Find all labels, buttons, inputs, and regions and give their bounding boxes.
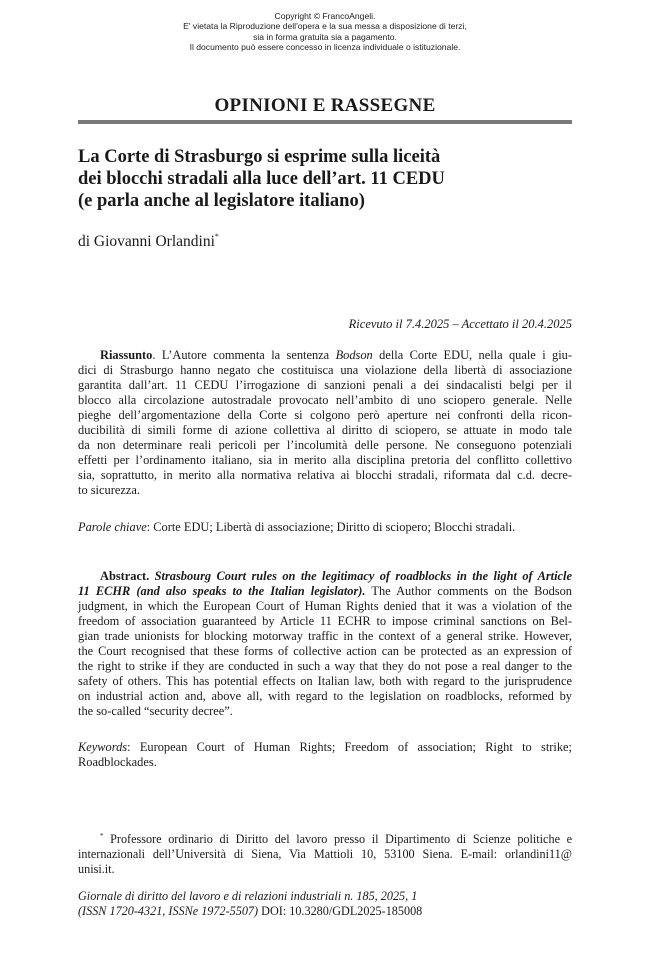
abstract-title: Strasbourg Court rules on the legitimacy of roadblocks in the light of Article bbox=[154, 569, 572, 583]
article-title bbox=[78, 146, 572, 212]
abstract-line: the right to strike if they are conducted in such a way that they do not pose a real danger to the bbox=[78, 659, 572, 673]
copyright-line: E' vietata la Riproduzione dell'opera e la sua messa a disposizione di terzi, bbox=[183, 21, 467, 32]
abstract-line: The Author comments on the Bodson bbox=[371, 584, 573, 598]
copyright-line: sia in forma gratuita sia a pagamento. bbox=[253, 31, 397, 42]
abstract-line: freedom of association guaranteed by Article 11 ECHR to impose criminal sanctions on Bel- bbox=[78, 614, 572, 628]
abstract-line: the Court recognised that these forms of collective action can be protected as an expression of bbox=[78, 644, 572, 658]
keywords-label: Keywords bbox=[78, 740, 128, 754]
keywords-text: : European Court of Human Rights; Freedom of association; Right to strike; bbox=[127, 740, 572, 754]
riassunto-line: ducibilità di simili forme di azione collettiva al diritto di sciopero, se attuate in modo tale bbox=[78, 423, 572, 437]
riassunto-line: to sicurezza. bbox=[78, 483, 140, 497]
riassunto-line: pieghe dell’argomentazione della Corte si colgono però aperture nei confronti della ricon- bbox=[78, 408, 572, 422]
footnote-mark: * bbox=[100, 832, 104, 840]
journal-issn: (ISSN 1720-4321, ISSNe 1972-5507) bbox=[78, 904, 259, 918]
abstract-paragraph bbox=[78, 569, 572, 719]
journal-citation bbox=[78, 889, 572, 919]
riassunto-line: dici di Strasburgo hanno negato che costituisca una violazione della libertà di associazione bbox=[78, 363, 572, 377]
copyright-line: Il documento può essere concesso in licenza individuale o istituzionale. bbox=[189, 42, 461, 53]
riassunto-line: da non determinare reali pericoli per l’incolumità delle persone. Ne conseguono potenziali bbox=[78, 438, 572, 452]
abstract-title: 11 ECHR (and also speaks to the Italian legislator). bbox=[78, 584, 366, 598]
copyright-notice bbox=[0, 11, 650, 53]
footnote-line: internazionali dell’Università di Siena, Via Mattioli 10, 53100 Siena. E-mail: orlandini11@ bbox=[78, 847, 572, 861]
riassunto-paragraph: Riassunto. L’Autore commenta la sentenza Bodson della Corte EDU, nella quale i giu- dici di Strasburgo hanno negato che costituisca una violazione della libertà di associazione garantita dall’art. 11 CEDU l’irrogazione di sanzioni penali a dei sindacalisti belgi per il blocco alla circolazione autostradale provocato nell’ambito di uno sciopero generale. Nelle pieghe dell’argomentazione della Corte si colgono però aperture nei confronti della ricon- ducibilità di simili forme di azione collettiva al diritto di sciopero, se attuate in modo tale da non determinare reali pericoli per l’incolumità delle persone. Ne conseguono potenziali effetti per l’ordinamento italiano, sia in merito alla disciplina pretoria del conflitto collettivo sia, soprattutto, in merito alla normativa relativa ai blocchi stradali, riformata dal c.d. decre- to sicurezza. bbox=[78, 348, 572, 497]
riassunto-line: effetti per l’ordinamento italiano, sia in merito alla disciplina pretoria del conflitto collettivo bbox=[78, 453, 572, 467]
journal-name: Giornale di diritto del lavoro e di relazioni industriali n. 185, 2025, 1 bbox=[78, 889, 418, 903]
keywords-text: Roadblockades. bbox=[78, 755, 157, 769]
article-title-line: (e parla anche al legislatore italiano) bbox=[78, 191, 365, 211]
parole-chiave bbox=[78, 520, 572, 535]
riassunto-line: garantita dall’art. 11 CEDU l’irrogazione di sanzioni penali a dei sindacalisti belgi per il bbox=[78, 378, 572, 392]
received-accepted-dates: Ricevuto il 7.4.2025 – Accettato il 20.4.2025 bbox=[348, 317, 572, 331]
article-title-line: dei blocchi stradali alla luce dell’art. 11 CEDU bbox=[78, 169, 445, 189]
author-name: di Giovanni Orlandini bbox=[78, 233, 215, 250]
section-divider bbox=[78, 120, 572, 124]
footnote-line: Professore ordinario di Diritto del lavoro presso il Dipartimento di Scienze politiche e bbox=[110, 832, 573, 846]
parole-chiave-label: Parole chiave bbox=[78, 520, 147, 534]
abstract-line: gian trade unionists for blocking motorway traffic in the context of a general strike. However, bbox=[78, 629, 572, 643]
footnote-line: unisi.it. bbox=[78, 862, 115, 876]
riassunto-line: blocco alla circolazione autostradale provocato nell’ambito di uno sciopero generale. Nelle bbox=[78, 393, 572, 407]
author-byline bbox=[78, 232, 219, 251]
author-footnote bbox=[78, 829, 572, 877]
riassunto-line: L’Autore commenta la sentenza Bodson della Corte EDU, nella quale i giu- bbox=[161, 348, 572, 362]
abstract-line: on industrial action and, above all, with regard to the legislation on roadblocks, reformed by bbox=[78, 689, 572, 703]
parole-chiave-text: : Corte EDU; Libertà di associazione; Diritto di sciopero; Blocchi stradali. bbox=[146, 520, 516, 534]
abstract-label: Abstract. bbox=[100, 569, 150, 583]
abstract-line: judgment, in which the European Court of Human Rights denied that it was a violation of the bbox=[78, 599, 572, 613]
copyright-line: Copyright © FrancoAngeli. bbox=[274, 11, 376, 21]
journal-doi[interactable]: DOI: 10.3280/GDL2025-185008 bbox=[261, 904, 423, 918]
riassunto-line: sia, soprattutto, in merito alla normativa relativa ai blocchi stradali, riformata dal c.d. decre- bbox=[78, 468, 572, 482]
author-footnote-mark[interactable]: * bbox=[214, 232, 219, 241]
riassunto-label: Riassunto bbox=[100, 348, 153, 362]
section-title: OPINIONI E RASSEGNE bbox=[214, 95, 436, 116]
abstract-line: the so-called “security decree”. bbox=[78, 704, 233, 718]
article-title-line: La Corte di Strasburgo si esprime sulla liceità bbox=[78, 147, 441, 167]
keywords bbox=[78, 740, 572, 770]
abstract-line: safety of others. This has potential effects on Italian law, both with regard to the jurisprudence bbox=[78, 674, 572, 688]
